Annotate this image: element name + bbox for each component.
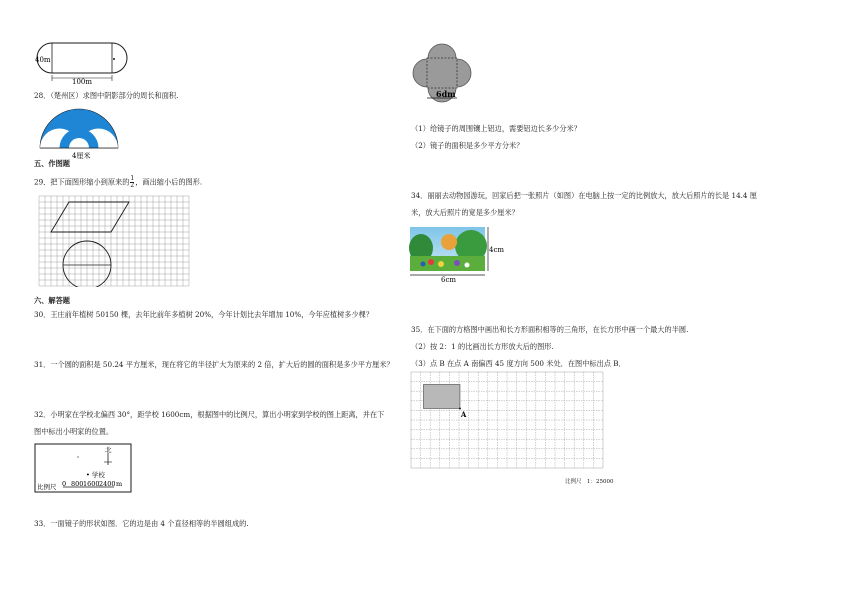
point-a-label: A <box>460 410 467 420</box>
question-29-text-pre: 29．把下面图形缩小到原来的 <box>34 177 130 187</box>
question-34-line-1: 34．丽丽去动物园游玩，回家后把一张照片（如图）在电脑上按一定的比例放大，放大后照片的长是 14.4 厘 <box>411 191 757 200</box>
question-35-part-2: （2）按 2：1 的比画出长方形放大后的图形. <box>411 342 554 351</box>
scale-tick-1600: 1600 <box>83 480 100 488</box>
mirror-figure <box>411 40 473 116</box>
question-30: 30．王庄前年植树 50150 棵，去年比前年多植树 20%，今年计划比去年增加 10%，今年应植树多少棵？ <box>34 310 374 319</box>
section-6-heading: 六、解答题 <box>34 296 70 305</box>
drawing-grid-35[interactable] <box>410 371 608 475</box>
photo-height-label: 4cm <box>489 246 505 254</box>
shaded-semicircle-figure <box>34 102 124 164</box>
scale-text: 比例尺 1：25000 <box>565 479 614 485</box>
school-marker: • 学校 <box>86 471 105 479</box>
question-31: 31．一个圆的面积是 50.24 平方厘米，现在将它的半径扩大为原来的 2 倍，扩大后的圆的面积是多少平方厘米？ <box>34 360 394 369</box>
mirror-dimension-label: 6dm <box>436 89 456 99</box>
zoo-photo <box>409 226 505 288</box>
question-33: 33．一面镜子的形状如图．它的边是由 4 个直径相等的半圆组成的. <box>34 519 249 528</box>
fraction-denominator: 2 <box>130 182 135 189</box>
question-35-part-3: （3）点 B 在点 A 南偏西 45 度方向 500 米处．在图中标出点 B． <box>411 359 626 368</box>
track-width-label: 40m <box>35 56 51 64</box>
question-33-part-1: （1）给镜子的周围镶上铝边，需要铝边长多少分米？ <box>411 124 581 133</box>
track-figure <box>34 40 136 88</box>
question-28: 28．（楚州区）求图中阴影部分的周长和面积. <box>34 91 179 100</box>
question-34-line-2: 米，放大后照片的宽是多少厘米？ <box>411 208 519 217</box>
photo-width-label: 6cm <box>441 276 457 284</box>
question-33-part-2: （2）镜子的面积是多少平方分米？ <box>411 141 524 150</box>
question-29 <box>34 176 202 189</box>
scale-tick-unit: m <box>116 480 123 488</box>
track-length-label: 100m <box>72 78 92 84</box>
gray-rectangle <box>423 384 459 408</box>
drawing-grid-29[interactable] <box>38 195 190 291</box>
scale-tick-2400: 2400 <box>99 480 116 488</box>
scale-label: 比例尺 <box>37 483 57 491</box>
question-29-text-post: ，画出缩小后的图形. <box>135 177 203 187</box>
question-35: 35．在下面的方格图中画出和长方形面积相等的三角形，在长方形中画一个最大的半圆. <box>411 325 689 334</box>
school-map-figure[interactable] <box>34 443 134 497</box>
fraction <box>130 176 134 189</box>
fraction-numerator: 1 <box>130 175 135 182</box>
fan-dimension-label: 4厘米 <box>72 152 91 160</box>
north-label: 北 <box>105 446 112 454</box>
scale-tick-800: 800 <box>71 480 84 488</box>
question-32-line-2: 图中标出小明家的位置。 <box>34 427 114 436</box>
scale-tick-0: 0 <box>62 480 67 488</box>
section-5-heading: 五、作图题 <box>34 159 70 168</box>
parallelogram-shape <box>51 202 129 232</box>
question-32-line-1: 32．小明家在学校北偏西 30°，距学校 1600cm，根据图中的比例尺，算出小明家到学校的图上距离，并在下 <box>34 410 385 419</box>
